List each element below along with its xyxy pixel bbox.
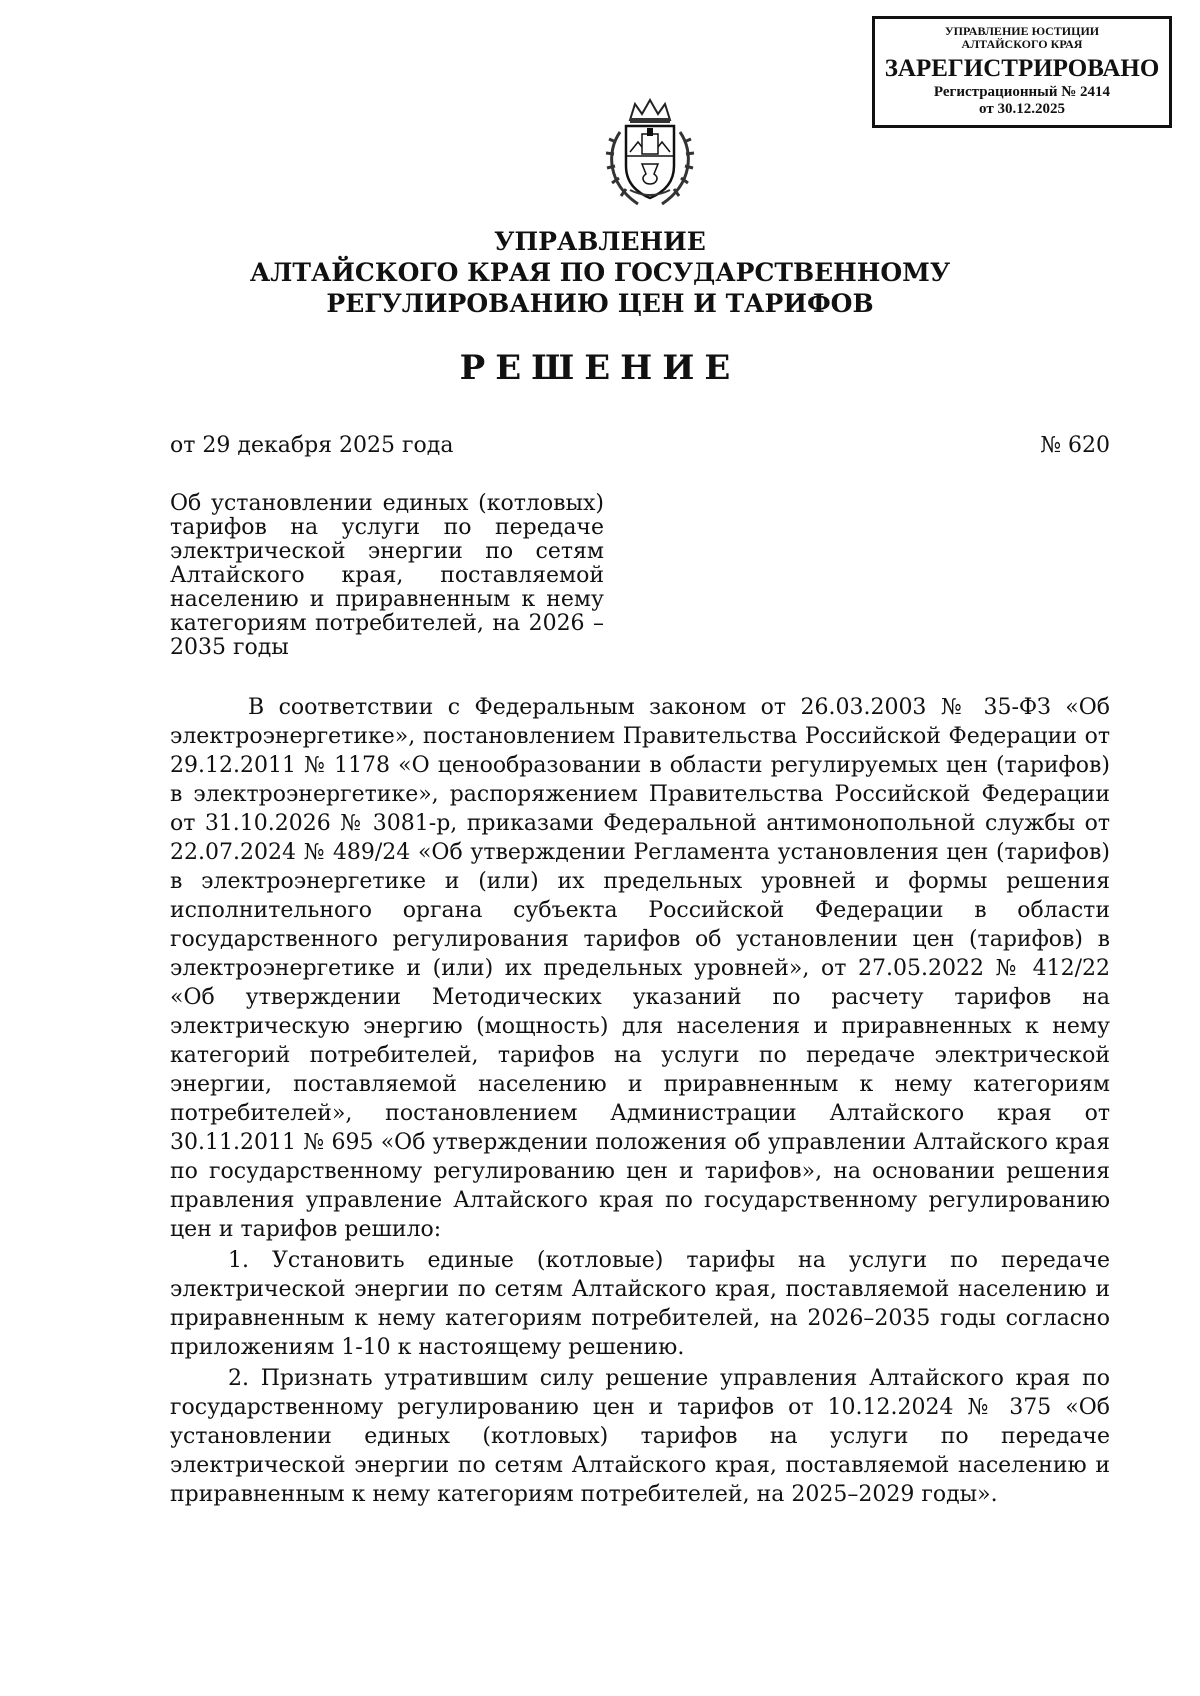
document-type-title: РЕШЕНИЕ xyxy=(459,348,741,388)
header-line2: АЛТАЙСКОГО КРАЯ ПО ГОСУДАРСТВЕННОМУ xyxy=(249,258,951,287)
registration-stamp xyxy=(872,16,1172,128)
stamp-org-line2: АЛТАЙСКОГО КРАЯ xyxy=(961,37,1083,51)
altai-krai-coat-of-arms-icon xyxy=(590,92,710,212)
stamp-reg-number: Регистрационный № 2414 xyxy=(933,84,1111,100)
issuing-authority xyxy=(0,226,1200,319)
clause-2: 2. Признать утратившим силу решение управления Алтайского края по государственному регулированию цен и тарифов от 10.12.2024 № 375 «Об установлении единых (котловых) тарифов на услуги по передаче электрической энергии по сетям Алтайского края, поставляемой населению и приравненным к нему категориям потребителей, на 2025–2029 годы». xyxy=(170,1366,1110,1507)
stamp-reg-date: от 30.12.2025 xyxy=(979,101,1065,117)
header-line3: РЕГУЛИРОВАНИЮ ЦЕН И ТАРИФОВ xyxy=(326,289,874,318)
preamble-paragraph: В соответствии с Федеральным законом от 26.03.2003 № 35-ФЗ «Об электроэнергетике», постановлением Правительства Российской Федерации от 29.12.2011 № 1178 «О ценообразовании в области регулируемых цен (тарифов) в электроэнергетике», распоряжением Правительства Российской Федерации от 31.10.2026 № 3081-р, приказами Федеральной антимонопольной службы от 22.07.2024 № 489/24 «Об утверждении Регламента установления цен (тарифов) в электроэнергетике и (или) их предельных уровней и формы решения исполнительного органа субъекта Российской Федерации в области государственного регулирования тарифов об установлении цен (тарифов) в электроэнергетике и (или) их предельных уровней», от 27.05.2022 № 412/22 «Об утверждении Методических указаний по расчету тарифов на электрическую энергию (мощность) для населения и приравненных к нему категорий потребителей, тарифов на услуги по передаче электрической энергии, поставляемой населению и приравненным к нему категориям потребителей», постановлением Администрации Алтайского края от 30.11.2011 № 695 «Об утверждении положения об управлении Алтайского края по государственному регулированию цен и тарифов», на основании решения правления управление Алтайского края по государственному регулированию цен и тарифов решило: xyxy=(170,695,1110,1242)
document-subject: Об установлении единых (котловых) тарифов на услуги по передаче электрической энергии по сетям Алтайского края, поставляемой населению и приравненным к нему категориям потребителей, на 2026 – 2035 годы xyxy=(170,491,604,660)
document-number: № 620 xyxy=(1040,433,1110,458)
document-body xyxy=(170,693,1110,1509)
document-meta xyxy=(170,433,1110,458)
stamp-status: ЗАРЕГИСТРИРОВАНО xyxy=(884,55,1160,82)
document-date: от 29 декабря 2025 года xyxy=(170,433,454,458)
stamp-org-line1: УПРАВЛЕНИЕ ЮСТИЦИИ xyxy=(944,24,1100,38)
header-line1: УПРАВЛЕНИЕ xyxy=(494,227,706,256)
clause-1: 1. Установить единые (котловые) тарифы на услуги по передаче электрической энергии по сетям Алтайского края, поставляемой населению и приравненным к нему категориям потребителей, на 2026–2035 годы согласно приложениям 1-10 к настоящему решению. xyxy=(170,1248,1110,1360)
